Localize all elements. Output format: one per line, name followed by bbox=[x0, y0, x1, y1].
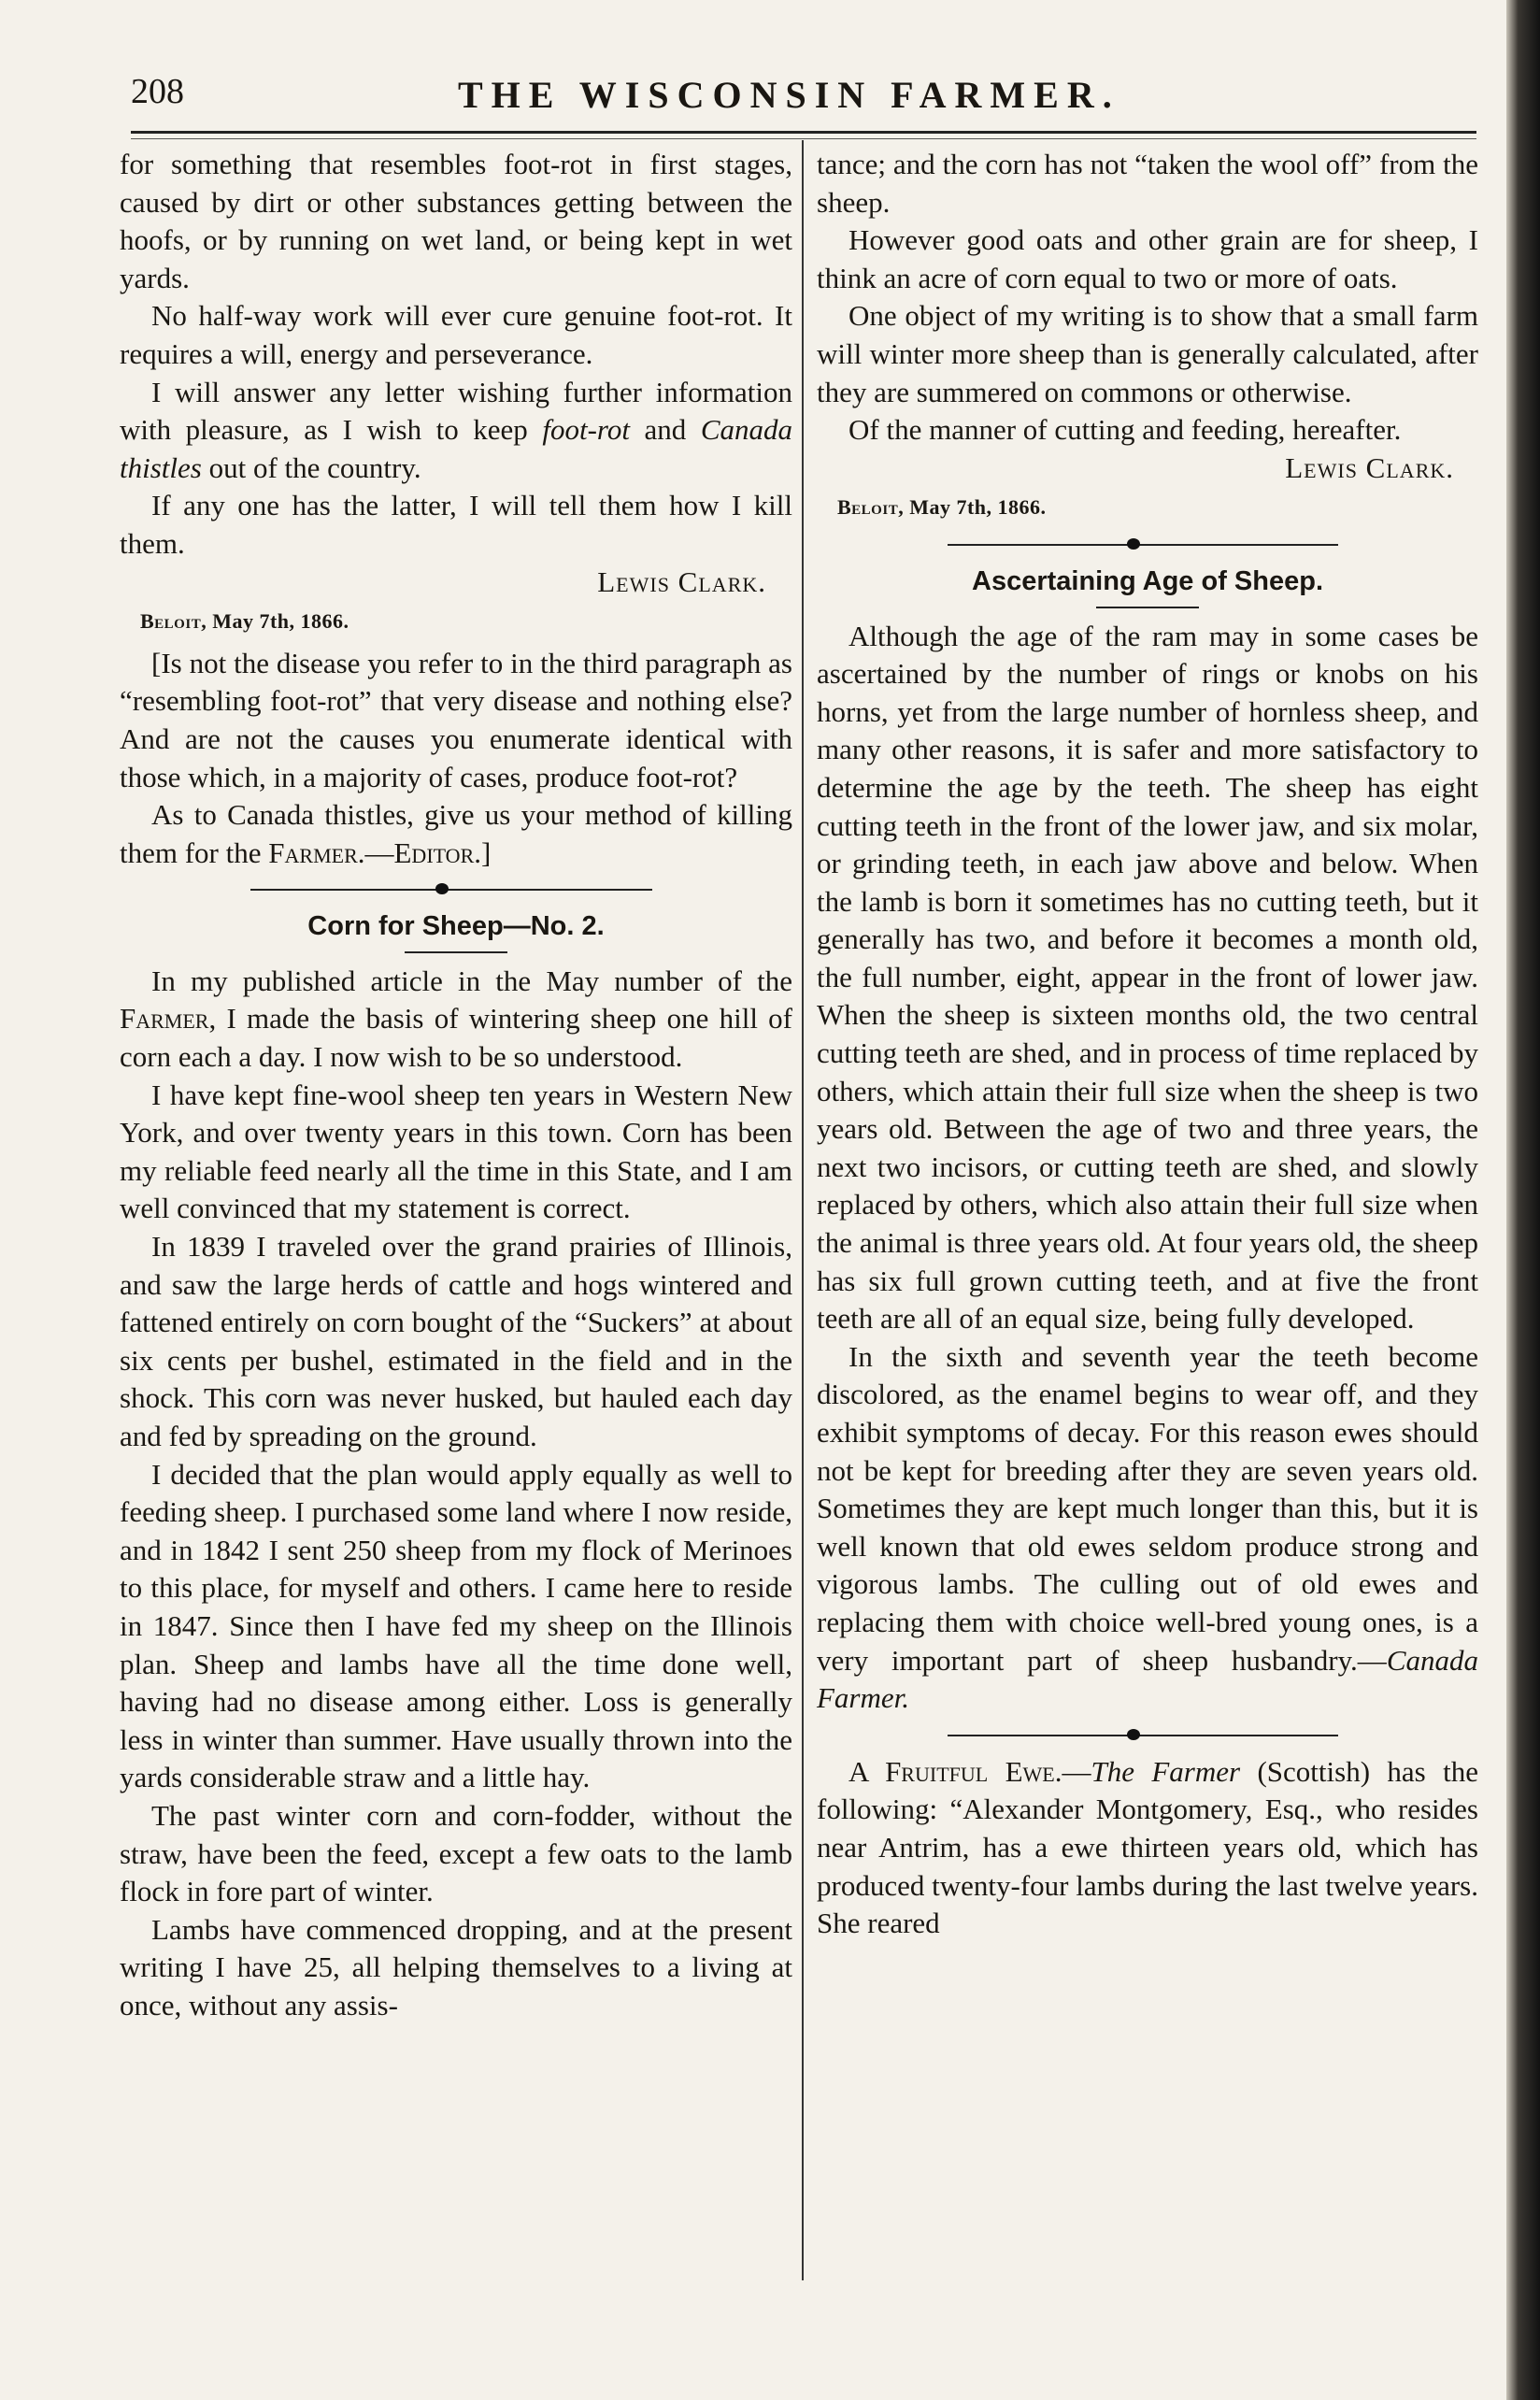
text-run: In the sixth and seventh year the teeth become discolored, as the enamel begins to wear off, and they exhibit symptoms of decay. For this reason ewes should not be kept for breeding after they are seven years old. Sometimes they are kept much longer than this, but it is well known that old ewes seldom produce strong and vigorous lambs. The culling out of old ewes and replacing them with choice well-bred young ones, is a very important part of sheep husbandry.— bbox=[817, 1339, 1478, 1677]
paragraph bbox=[817, 1338, 1478, 1718]
paragraph: One object of my writing is to show that a small farm will winter more sheep than is generally calculated, after they are summered on commons or otherwise. bbox=[817, 299, 1478, 408]
editor-note: [Is not the disease you refer to in the third paragraph as “resembling foot-rot” that very disease and nothing else? And are not the causes you enumerate identical with those which, in a majority of cases, produce foot-rot? bbox=[120, 646, 792, 793]
editor-note bbox=[120, 796, 792, 872]
text-run: and bbox=[644, 413, 687, 447]
article-title: Corn for Sheep—No. 2. bbox=[307, 911, 605, 942]
page-header bbox=[131, 67, 1495, 123]
paragraph: However good oats and other grain are for sheep, I think an acre of corn equal to two or more of oats. bbox=[817, 223, 1478, 294]
text-run: I will answer any letter wishing further information with pleasure, as I wish to keep bbox=[120, 375, 792, 447]
author-signature: Lewis Clark. bbox=[1285, 450, 1454, 484]
text-run: As to Canada thistles, give us your method of killing them for the bbox=[120, 798, 792, 869]
italic-text: The Farmer bbox=[1091, 1754, 1241, 1788]
paragraph bbox=[120, 963, 792, 1077]
paragraph bbox=[120, 374, 792, 488]
title-rule bbox=[1096, 607, 1199, 608]
signature-row bbox=[817, 450, 1478, 488]
italic-text: Canada thistles bbox=[120, 413, 793, 484]
signature-row bbox=[120, 564, 792, 602]
text-run: I made the basis of wintering sheep one hill of corn each a day. I now wish to be so understood. bbox=[120, 1002, 792, 1074]
title-rule bbox=[405, 951, 507, 953]
page-number: 208 bbox=[131, 72, 184, 111]
paragraph: Although the age of the ram may in some cases be ascertained by the number of rings or knobs on his horns, yet from the large number of hornless sheep, and many other reasons, it is safer and more satisfactory to determine the age by the teeth. The sheep has eight cutting teeth in the front of the lower jaw, and six molar, or grinding teeth, in each jaw above and below. When the lamb is born it sometimes has no cutting teeth, but it generally has two, and before it becomes a month old, the full number, eight, appear in the front of lower jaw. When the sheep is sixteen months old, the two central cutting teeth are shed, and in process of time replaced by others, which attain their full size when the sheep is two years old. Between the age of two and three years, the next two incisors, or cutting teeth are shed, and slowly replaced by others, which also attain their full size when the animal is three years old. At four years old, the sheep has six full grown cutting teeth, and at five the front teeth are all of an equal size, being fully developed. bbox=[817, 619, 1478, 1336]
section-divider bbox=[817, 531, 1478, 559]
dateline-place: Beloit, bbox=[837, 495, 905, 520]
text-run: ] bbox=[481, 836, 492, 869]
text-run: out of the country. bbox=[208, 450, 421, 484]
small-caps-text: Farmer.—Editor. bbox=[268, 836, 481, 869]
paragraph: I have kept fine-wool sheep ten years in Western New York, and over twenty years in this town. Corn has been my reliable feed nearly all the time in this State, and I am well convinced that my statement is correct. bbox=[120, 1078, 792, 1225]
page-edge-shadow bbox=[1506, 0, 1540, 2400]
right-column bbox=[817, 146, 1478, 1943]
small-caps-text: A Fruitful Ewe. bbox=[848, 1754, 1062, 1788]
paragraph: for something that resembles foot-rot in first stages, caused by dirt or other substances getting between the hoofs, or by running on wet land, or being kept in wet yards. bbox=[120, 148, 792, 294]
paragraph: No half-way work will ever cure genuine foot-rot. It requires a will, energy and perseverance. bbox=[120, 299, 792, 370]
running-title: THE WISCONSIN FARMER. bbox=[458, 74, 1120, 116]
left-column bbox=[120, 146, 792, 2025]
author-signature: Lewis Clark. bbox=[597, 564, 766, 598]
italic-text: foot-rot bbox=[542, 413, 630, 447]
dateline-place: Beloit, bbox=[140, 609, 207, 634]
paragraph: If any one has the latter, I will tell them how I kill them. bbox=[120, 489, 792, 560]
section-divider bbox=[817, 1721, 1478, 1750]
dateline bbox=[837, 489, 1478, 527]
section-divider bbox=[120, 876, 792, 904]
text-run: In my published article in the May number of the bbox=[151, 964, 792, 997]
paragraph: The past winter corn and corn-fodder, without the straw, have been the feed, except a few oats to the lamb flock in fore part of winter. bbox=[120, 1798, 792, 1908]
paragraph: I decided that the plan would apply equally as well to feeding sheep. I purchased some land where I now reside, and in 1842 I sent 250 sheep from my flock of Merinoes to this place, for myself and others. I came here to reside in 1847. Since then I have fed my sheep on the Illinois plan. Sheep and lambs have all the time done well, having had no disease among either. Loss is generally less in winter than summer. Have usually thrown into the yards considerable straw and a little hay. bbox=[120, 1457, 792, 1794]
article-title: Ascertaining Age of Sheep. bbox=[972, 565, 1323, 596]
paragraph: tance; and the corn has not “taken the wool off” from the sheep. bbox=[817, 148, 1478, 219]
header-rule-thin bbox=[131, 138, 1476, 139]
dateline-date: May 7th, 1866. bbox=[909, 495, 1047, 520]
dateline-date: May 7th, 1866. bbox=[212, 609, 349, 634]
dateline bbox=[140, 603, 792, 641]
text-run: — bbox=[1062, 1754, 1091, 1788]
paragraph bbox=[817, 1753, 1478, 1943]
small-caps-text: Farmer, bbox=[120, 1002, 217, 1036]
column-divider bbox=[802, 140, 804, 2280]
header-rule bbox=[131, 131, 1476, 134]
text-run: (Scottish) has the following: “Alexander Montgomery, Esq., who resides near Antrim, has a ewe thirteen years old, which has produced twenty-four lambs during the last twelve years. She reared bbox=[817, 1754, 1479, 1940]
paragraph: Lambs have commenced dropping, and at the present writing I have 25, all helping themselves to a living at once, without any assis- bbox=[120, 1912, 792, 2021]
italic-text: Canada Farmer. bbox=[817, 1643, 1478, 1715]
paragraph: Of the manner of cutting and feeding, hereafter. bbox=[848, 413, 1402, 447]
paragraph: In 1839 I traveled over the grand prairies of Illinois, and saw the large herds of cattle and hogs wintered and fattened entirely on corn bought of the “Suckers” at about six cents per bushel, estimated in the field and in the shock. This corn was never husked, but hauled each day and fed by spreading on the ground. bbox=[120, 1230, 792, 1452]
